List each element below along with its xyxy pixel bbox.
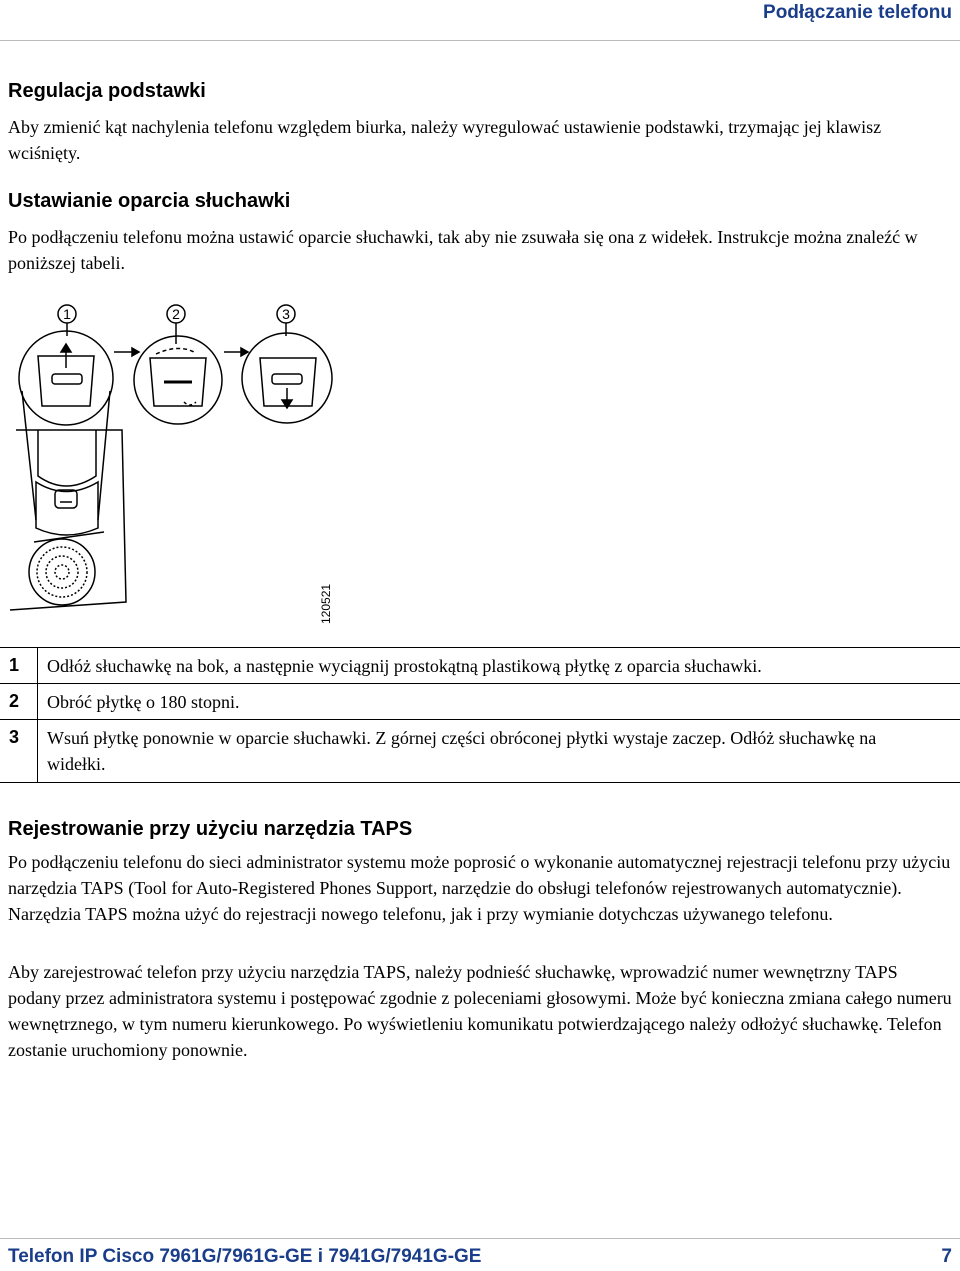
step-number: 2 (9, 691, 20, 711)
section-title-handset: Ustawianie oparcia słuchawki (8, 190, 291, 212)
detail-circle-3 (242, 333, 332, 423)
step-row (0, 683, 960, 720)
footer-product: Telefon IP Cisco 7961G/7961G-GE i 7941G/7941G-GE (8, 1246, 482, 1267)
figure-id: 120521 (319, 583, 333, 624)
header-rule (0, 40, 960, 41)
handset-rest-figure (0, 296, 340, 634)
handset-paragraph: Po podłączeniu telefonu można ustawić oparcie słuchawki, tak aby nie zsuwała się ona z widełek. Instrukcje można znaleźć w poniższej tabeli. (8, 227, 918, 273)
callout-label-1: 1 (63, 306, 71, 322)
section-title-stand: Regulacja podstawki (8, 80, 206, 102)
footer-rule (0, 1238, 960, 1239)
stand-paragraph: Aby zmienić kąt nachylenia telefonu względem biurka, należy wyregulować ustawienie podstawki, trzymając jej klawisz wciśnięty. (8, 117, 882, 163)
speaker-grille (29, 539, 95, 605)
taps-paragraph-1: Po podłączeniu telefonu do sieci administrator systemu może poprosić o wykonanie automatycznej rejestracji telefonu przy użyciu narzędzia TAPS (Tool for Auto-Registered Phones Support, narzędzie do obsługi telefonów rejestrowanych automatycznie). Narzędzia TAPS można użyć do rejestracji nowego telefonu, jak i przy wymianie dotychczas używanego telefonu. (8, 852, 951, 924)
step-text: Obróć płytkę o 180 stopni. (47, 692, 240, 712)
step-text: Odłóż słuchawkę na bok, a następnie wyciągnij prostokątną plastikową płytkę z oparcia słuchawki. (47, 656, 762, 676)
callout-label-3: 3 (282, 306, 290, 322)
step-text: Wsuń płytkę ponownie w oparcie słuchawki. Z górnej części obróconej płytki wystaje zaczep. Odłóż słuchawkę na widełki. (47, 728, 877, 774)
page-number: 7 (941, 1246, 952, 1267)
step-number: 1 (9, 655, 20, 675)
section-title-taps: Rejestrowanie przy użyciu narzędzia TAPS (8, 818, 413, 840)
running-header: Podłączanie telefonu (763, 2, 952, 23)
step-number: 3 (9, 727, 20, 747)
step-row (0, 647, 960, 684)
callout-label-2: 2 (172, 306, 180, 322)
step-row (0, 719, 960, 783)
detail-circle-2 (134, 336, 222, 424)
taps-paragraph-2: Aby zarejestrować telefon przy użyciu narzędzia TAPS, należy podnieść słuchawkę, wprowadzić numer wewnętrzny TAPS podany przez administratora systemu i postępować zgodnie z poleceniami głosowymi. Może być konieczna zmiana całego numeru wewnętrznego, w tym numeru kierunkowego. Po wyświetleniu komunikatu potwierdzającego należy odłożyć słuchawkę. Telefon zostanie uruchomiony ponownie. (8, 962, 952, 1060)
handset-rest-illustration (0, 296, 340, 634)
